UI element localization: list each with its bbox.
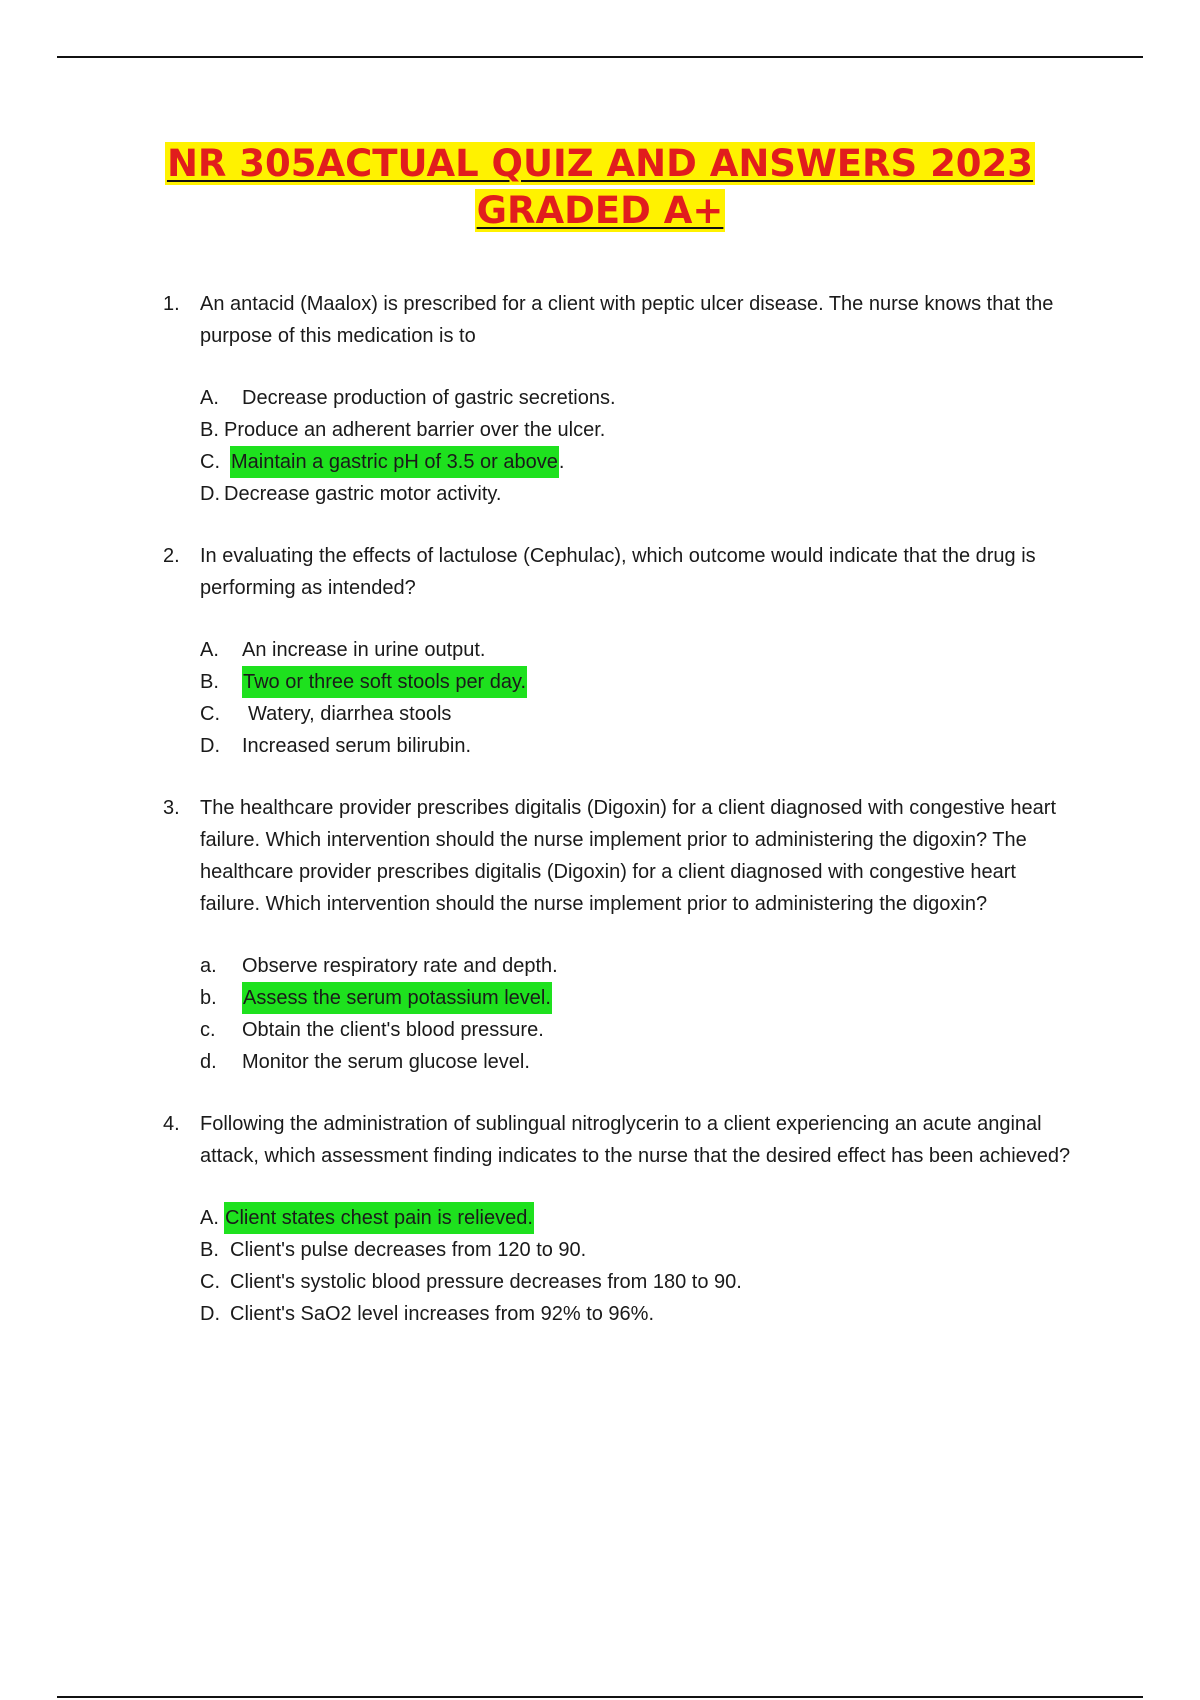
- footer-rule: [57, 1696, 1143, 1698]
- question-text: In evaluating the effects of lactulose (Cephulac), which outcome would indicate that the drug is performing as intended?: [200, 545, 1036, 599]
- option-suffix: .: [558, 451, 565, 473]
- correct-answer-highlight: Maintain a gastric pH of 3.5 or above: [230, 446, 559, 478]
- option-letter: c.: [200, 1019, 216, 1041]
- question-4: [0, 1108, 1200, 1330]
- option-letter: D.: [200, 735, 220, 757]
- question-list: [0, 288, 1200, 1360]
- document-title: [0, 140, 1200, 234]
- correct-answer-highlight: Assess the serum potassium level.: [242, 982, 552, 1014]
- option-letter: C.: [200, 1271, 220, 1293]
- answer-options: [200, 634, 1200, 762]
- option-text: Monitor the serum glucose level.: [242, 1051, 530, 1073]
- question-1: [0, 288, 1200, 510]
- option-letter: A.: [200, 387, 219, 409]
- question-number: 3.: [163, 797, 180, 819]
- option-letter: C.: [200, 451, 220, 473]
- answer-option: [200, 698, 1200, 730]
- correct-answer-highlight: Two or three soft stools per day.: [242, 666, 527, 698]
- question-text: The healthcare provider prescribes digitalis (Digoxin) for a client diagnosed with congestive heart failure. Which intervention should the nurse implement prior to administering the digoxin? The healthcare provider prescribes digitalis (Digoxin) for a client diagnosed with congestive heart failure. Which intervention should the nurse implement prior to administering the digoxin?: [200, 797, 1056, 915]
- answer-option: [200, 382, 1200, 414]
- question-number: 2.: [163, 545, 180, 567]
- option-letter: D.: [200, 483, 220, 505]
- answer-options: [200, 382, 1200, 510]
- option-letter: D.: [200, 1303, 220, 1325]
- answer-option: [200, 1234, 1200, 1266]
- answer-option-correct: [200, 1202, 1200, 1234]
- answer-option: [200, 634, 1200, 666]
- option-text: Client's pulse decreases from 120 to 90.: [230, 1239, 587, 1261]
- answer-options: [200, 950, 1200, 1078]
- option-text: Obtain the client's blood pressure.: [242, 1019, 544, 1041]
- option-letter: B.: [200, 419, 219, 441]
- answer-option: [200, 478, 1200, 510]
- option-letter: b.: [200, 987, 217, 1009]
- answer-option-correct: [200, 982, 1200, 1014]
- title-line-1: NR 305ACTUAL QUIZ AND ANSWERS 2023: [166, 142, 1034, 185]
- option-letter: A.: [200, 639, 219, 661]
- correct-answer-highlight: Client states chest pain is relieved.: [224, 1202, 534, 1234]
- option-letter: B.: [200, 671, 219, 693]
- question-3: [0, 792, 1200, 1078]
- answer-option: [200, 730, 1200, 762]
- option-letter: a.: [200, 955, 217, 977]
- answer-option: [200, 1046, 1200, 1078]
- option-text: Client's systolic blood pressure decreases from 180 to 90.: [230, 1271, 742, 1293]
- option-letter: C.: [200, 703, 220, 725]
- option-text: An increase in urine output.: [242, 639, 486, 661]
- answer-options: [200, 1202, 1200, 1330]
- option-text: Increased serum bilirubin.: [242, 735, 471, 757]
- question-text: Following the administration of sublingual nitroglycerin to a client experiencing an acute anginal attack, which assessment finding indicates to the nurse that the desired effect has been achieved?: [200, 1113, 1071, 1167]
- answer-option: [200, 1298, 1200, 1330]
- question-number: 1.: [163, 293, 180, 315]
- question-number: 4.: [163, 1113, 180, 1135]
- option-text: Decrease production of gastric secretions.: [242, 387, 616, 409]
- answer-option-correct: [200, 666, 1200, 698]
- option-text: Watery, diarrhea stools: [248, 703, 452, 725]
- option-text: Decrease gastric motor activity.: [224, 483, 502, 505]
- option-text: Produce an adherent barrier over the ulcer.: [224, 419, 606, 441]
- header-rule: [57, 56, 1143, 58]
- answer-option: [200, 1014, 1200, 1046]
- title-line-2: GRADED A+: [476, 189, 724, 232]
- answer-option-correct: [200, 446, 1200, 478]
- option-letter: d.: [200, 1051, 217, 1073]
- option-text: Observe respiratory rate and depth.: [242, 955, 558, 977]
- answer-option: [200, 1266, 1200, 1298]
- option-text: Client's SaO2 level increases from 92% to 96%.: [230, 1303, 655, 1325]
- question-text: An antacid (Maalox) is prescribed for a client with peptic ulcer disease. The nurse knows that the purpose of this medication is to: [200, 293, 1054, 347]
- answer-option: [200, 950, 1200, 982]
- answer-option: [200, 414, 1200, 446]
- option-letter: A.: [200, 1207, 219, 1229]
- question-2: [0, 540, 1200, 762]
- option-letter: B.: [200, 1239, 219, 1261]
